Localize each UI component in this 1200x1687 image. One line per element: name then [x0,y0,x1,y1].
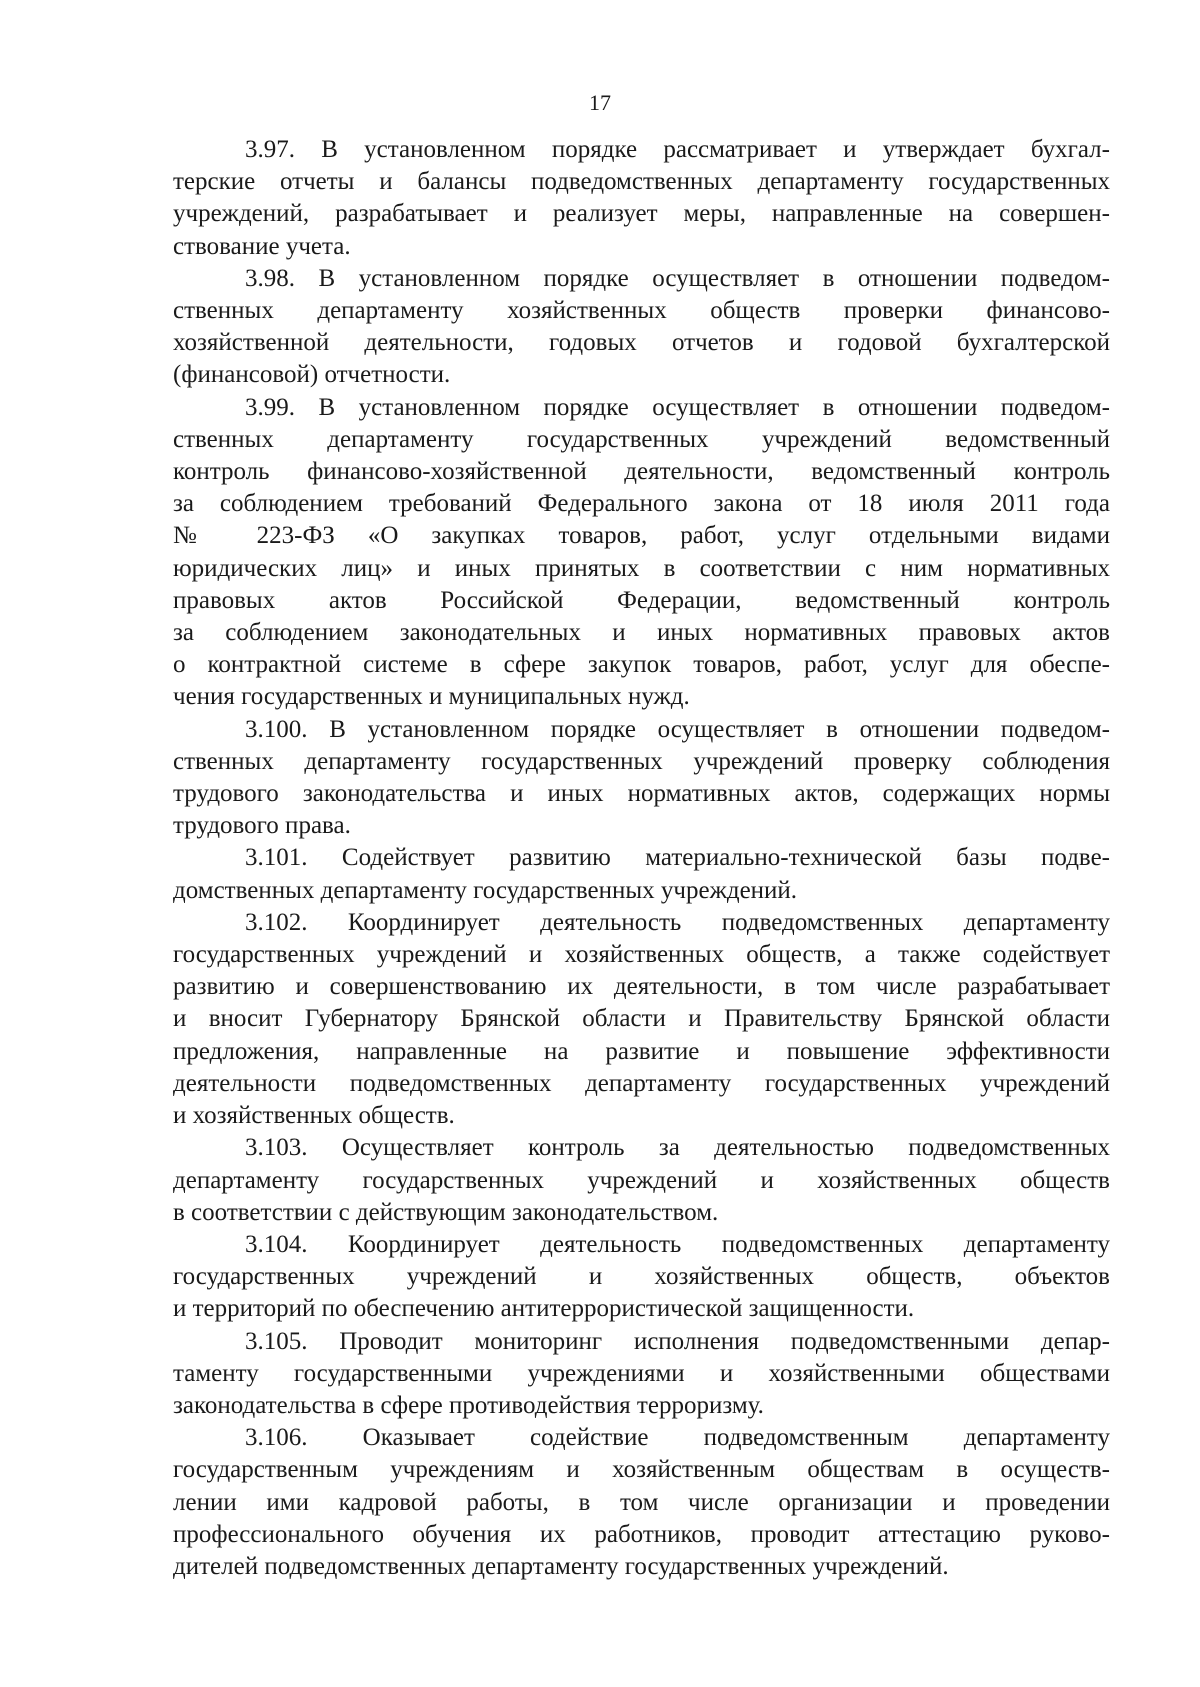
paragraph-line: домственных департаменту государственных учреждений. [173,876,798,904]
paragraph-line: за соблюдением требований Федерального закона от 18 июля 2011 года [173,490,1110,518]
paragraph-line: (финансовой) отчетности. [173,361,451,389]
page-number: 17 [589,90,611,115]
paragraph-line: правовых актов Российской Федерации, ведомственный контроль [173,586,1110,614]
paragraph-line: 3.97. В установленном порядке рассматривает и утверждает бухгал- [245,136,1110,163]
paragraph [173,392,1110,714]
paragraph-line: чения государственных и муниципальных нужд. [173,683,690,711]
paragraph-line: и хозяйственных обществ. [173,1102,455,1130]
paragraph-line: предложения, направленные на развитие и повышение эффективности [173,1037,1110,1065]
paragraph-line: государственным учреждениям и хозяйственным обществам в осуществ- [173,1456,1110,1484]
paragraph-line: 3.105. Проводит мониторинг исполнения подведомственными депар- [245,1327,1110,1355]
paragraph-line: 3.103. Осуществляет контроль за деятельностью подведомственных [245,1134,1110,1162]
paragraph-line: 3.104. Координирует деятельность подведомственных департаменту [245,1230,1110,1258]
paragraph-line: департаменту государственных учреждений и хозяйственных обществ [173,1166,1110,1194]
paragraph [173,1229,1110,1326]
paragraph-line: профессионального обучения их работников, проводит аттестацию руково- [173,1520,1110,1548]
paragraph [173,1422,1110,1583]
paragraph-line: 3.106. Оказывает содействие подведомственным департаменту [245,1424,1110,1452]
paragraph-line: № 223-ФЗ «О закупках товаров, работ, услуг отдельными видами [173,522,1110,550]
paragraph [173,1326,1110,1423]
paragraph-line: ствование учета. [173,232,351,260]
paragraph [173,907,1110,1132]
paragraph-line: 3.101. Содействует развитию материально-технической базы подве- [245,844,1110,872]
paragraph-line: 3.100. В установленном порядке осуществляет в отношении подведом- [245,715,1110,743]
paragraph-line: 3.99. В установленном порядке осуществляет в отношении подведом- [245,393,1110,421]
document-body [173,134,1110,1583]
paragraph-line: законодательства в сфере противодействия терроризму. [173,1391,764,1419]
paragraph [173,263,1110,392]
paragraph-line: за соблюдением законодательных и иных нормативных правовых актов [173,619,1110,647]
paragraph [173,714,1110,843]
paragraph-line: хозяйственной деятельности, годовых отчетов и годовой бухгалтерской [173,329,1110,357]
paragraph-line: деятельности подведомственных департаменту государственных учреждений [173,1069,1110,1097]
paragraph-line: государственных учреждений и хозяйственных обществ, объектов [173,1263,1110,1291]
paragraph-line: юридических лиц» и иных принятых в соответствии с ним нормативных [173,554,1110,582]
paragraph-line: трудового права. [173,812,351,840]
paragraph [173,1132,1110,1229]
paragraph-line: контроль финансово-хозяйственной деятельности, ведомственный контроль [173,458,1110,486]
paragraph [173,134,1110,263]
paragraph-line: трудового законодательства и иных нормативных актов, содержащих нормы [173,780,1110,808]
paragraph-line: 3.98. В установленном порядке осуществляет в отношении подведом- [245,264,1110,292]
paragraph-line: таменту государственными учреждениями и хозяйственными обществами [173,1359,1110,1387]
paragraph-line: и территорий по обеспечению антитеррористической защищенности. [173,1295,915,1323]
paragraph-line: терские отчеты и балансы подведомственных департаменту государственных [173,168,1110,196]
paragraph-line: развитию и совершенствованию их деятельности, в том числе разрабатывает [173,973,1110,1001]
paragraph-line: государственных учреждений и хозяйственных обществ, а также содействует [173,941,1110,969]
paragraph-line: дителей подведомственных департаменту государственных учреждений. [173,1552,949,1580]
paragraph [173,842,1110,906]
paragraph-line: в соответствии с действующим законодательством. [173,1198,719,1226]
paragraph-line: ственных департаменту хозяйственных обществ проверки финансово- [173,297,1110,325]
paragraph-line: 3.102. Координирует деятельность подведомственных департаменту [245,908,1110,936]
paragraph-line: лении ими кадровой работы, в том числе организации и проведении [173,1488,1110,1516]
paragraph-line: о контрактной системе в сфере закупок товаров, работ, услуг для обеспе- [173,651,1110,679]
paragraph-line: ственных департаменту государственных учреждений проверку соблюдения [173,747,1110,775]
paragraph-line: ственных департаменту государственных учреждений ведомственный [173,425,1110,453]
paragraph-line: и вносит Губернатору Брянской области и Правительству Брянской области [173,1005,1110,1033]
paragraph-line: учреждений, разрабатывает и реализует меры, направленные на совершен- [173,200,1110,228]
